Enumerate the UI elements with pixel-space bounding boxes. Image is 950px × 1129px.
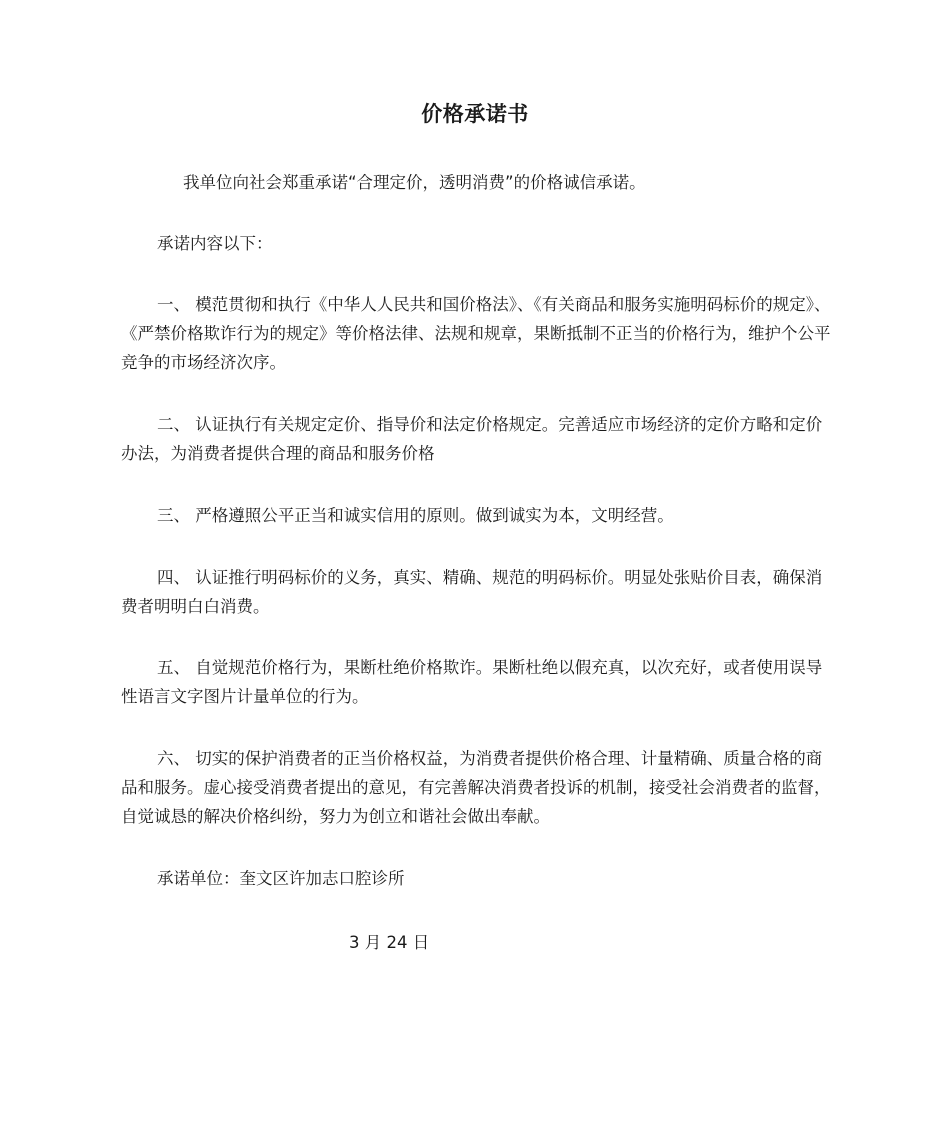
content-heading: 承诺内容以下： [157, 234, 273, 253]
document-title: 价格承诺书 [421, 102, 529, 126]
commitment-item-2: 二、 认证执行有关规定定价、指导价和法定价格规定。完善适应市场经济的定价方略和定价办法，为消费者提供合理的商品和服务价格 [121, 415, 823, 463]
commitment-item-5: 五、 自觉规范价格行为，果断杜绝价格欺诈。果断杜绝以假充真，以次充好，或者使用误导性语言文字图片计量单位的行为。 [121, 658, 823, 706]
commitment-item-1: 一、 模范贯彻和执行《中华人人民共和国价格法》、《有关商品和服务实施明码标价的规定》、《严禁价格欺诈行为的规定》等价格法律、法规和规章，果断抵制不正当的价格行为，维护个公平竞争的市场经济次序。 [121, 295, 831, 372]
signatory-line: 承诺单位：奎文区许加志口腔诊所 [157, 869, 405, 888]
intro-paragraph: 我单位向社会郑重承诺“合理定价，透明消费”的价格诚信承诺。 [183, 173, 646, 192]
commitment-item-6: 六、 切实的保护消费者的正当价格权益，为消费者提供价格合理、计量精确、质量合格的商品和服务。虚心接受消费者提出的意见，有完善解决消费者投诉的机制，接受社会消费者的监督，自觉诚恳的解决价格纠纷，努力为创立和谐社会做出奉献。 [121, 749, 831, 826]
commitment-item-4: 四、 认证推行明码标价的义务，真实、精确、规范的明码标价。明显处张贴价目表，确保消费者明明白白消费。 [121, 568, 823, 616]
commitment-item-3: 三、 严格遵照公平正当和诚实信用的原则。做到诚实为本，文明经营。 [157, 506, 674, 525]
date-line: 3 月 24 日 [349, 933, 430, 952]
